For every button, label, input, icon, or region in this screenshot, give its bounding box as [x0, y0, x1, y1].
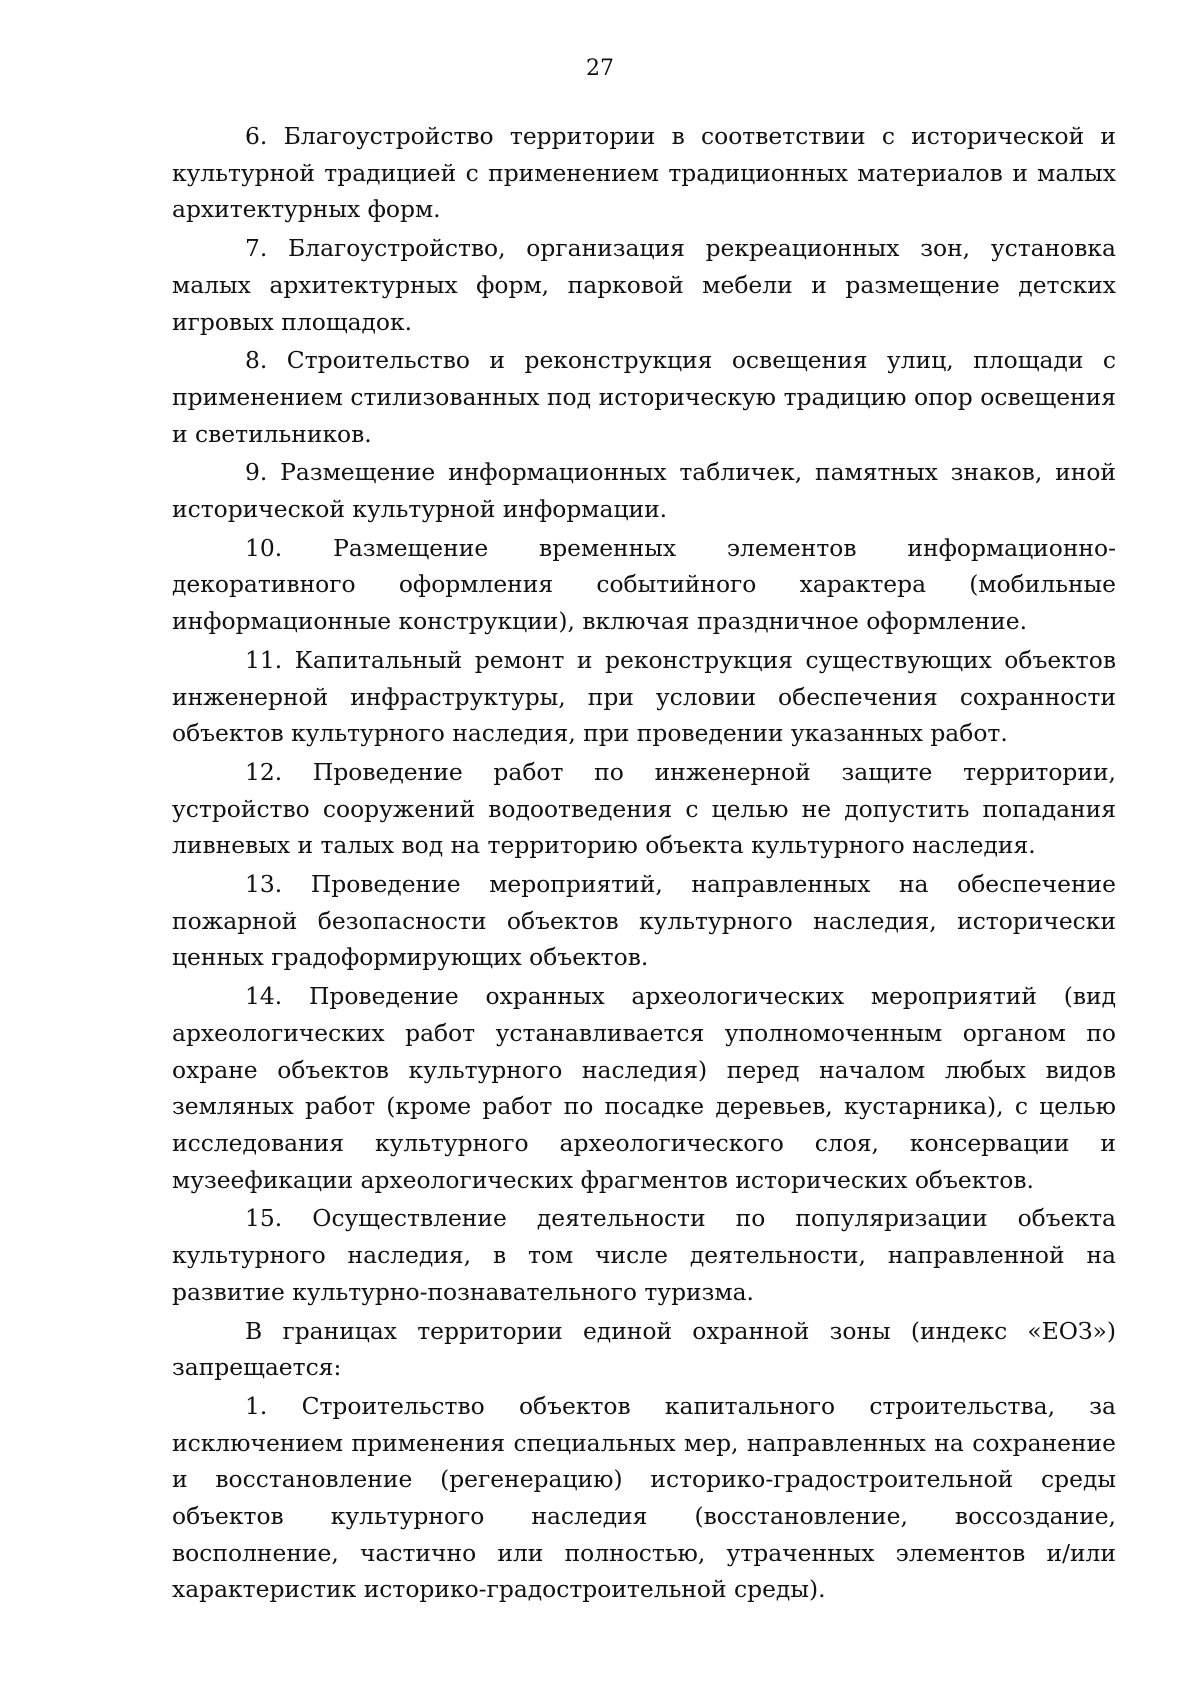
paragraph-item-10: 10. Размещение временных элементов информационно-декоративного оформления событийного характера (мобильные информационные конструкции), включая праздничное оформление.: [172, 533, 1116, 636]
paragraph-item-6: 6. Благоустройство территории в соответствии с исторической и культурной традицией с применением традиционных материалов и малых архитектурных форм.: [172, 122, 1116, 224]
paragraph-item-8: 8. Строительство и реконструкция освещения улиц, площади с применением стилизованных под историческую традицию опор освещения и светильников.: [172, 346, 1116, 448]
paragraph-item-9: 9. Размещение информационных табличек, памятных знаков, иной исторической культурной информации.: [172, 458, 1116, 524]
prohibited-item-1: 1. Строительство объектов капитального строительства, за исключением применения специальных мер, направленных на сохранение и восстановление (регенерацию) историко-градостроительной среды объектов культурного наследия (восстановление, воссоздание, восполнение, частично или полностью, утраченных элементов и/или характеристик историко-градостроительной среды).: [172, 1391, 1116, 1604]
prohibited-section-intro: В границах территории единой охранной зоны (индекс «ЕОЗ») запрещается:: [172, 1316, 1116, 1382]
document-body: [172, 118, 1116, 1610]
paragraph-item-15: 15. Осуществление деятельности по популяризации объекта культурного наследия, в том числе деятельности, направленной на развитие культурно-познавательного туризма.: [172, 1204, 1116, 1306]
paragraph-item-12: 12. Проведение работ по инженерной защите территории, устройство сооружений водоотведения с целью не допустить попадания ливневых и талых вод на территорию объекта культурного наследия.: [172, 757, 1116, 860]
page-number: 27: [586, 56, 614, 81]
paragraph-item-14: 14. Проведение охранных археологических мероприятий (вид археологических работ устанавливается уполномоченным органом по охране объектов культурного наследия) перед началом любых видов земляных работ (кроме работ по посадке деревьев, кустарника), с целью исследования культурного археологического слоя, консервации и музеефикации археологических фрагментов исторических объектов.: [172, 982, 1116, 1194]
paragraph-item-13: 13. Проведение мероприятий, направленных на обеспечение пожарной безопасности объектов культурного наследия, исторически ценных градоформирующих объектов.: [172, 870, 1116, 972]
paragraph-item-11: 11. Капитальный ремонт и реконструкция существующих объектов инженерной инфраструктуры, при условии обеспечения сохранности объектов культурного наследия, при проведении указанных работ.: [172, 645, 1116, 748]
paragraph-item-7: 7. Благоустройство, организация рекреационных зон, установка малых архитектурных форм, парковой мебели и размещение детских игровых площадок.: [172, 234, 1116, 336]
